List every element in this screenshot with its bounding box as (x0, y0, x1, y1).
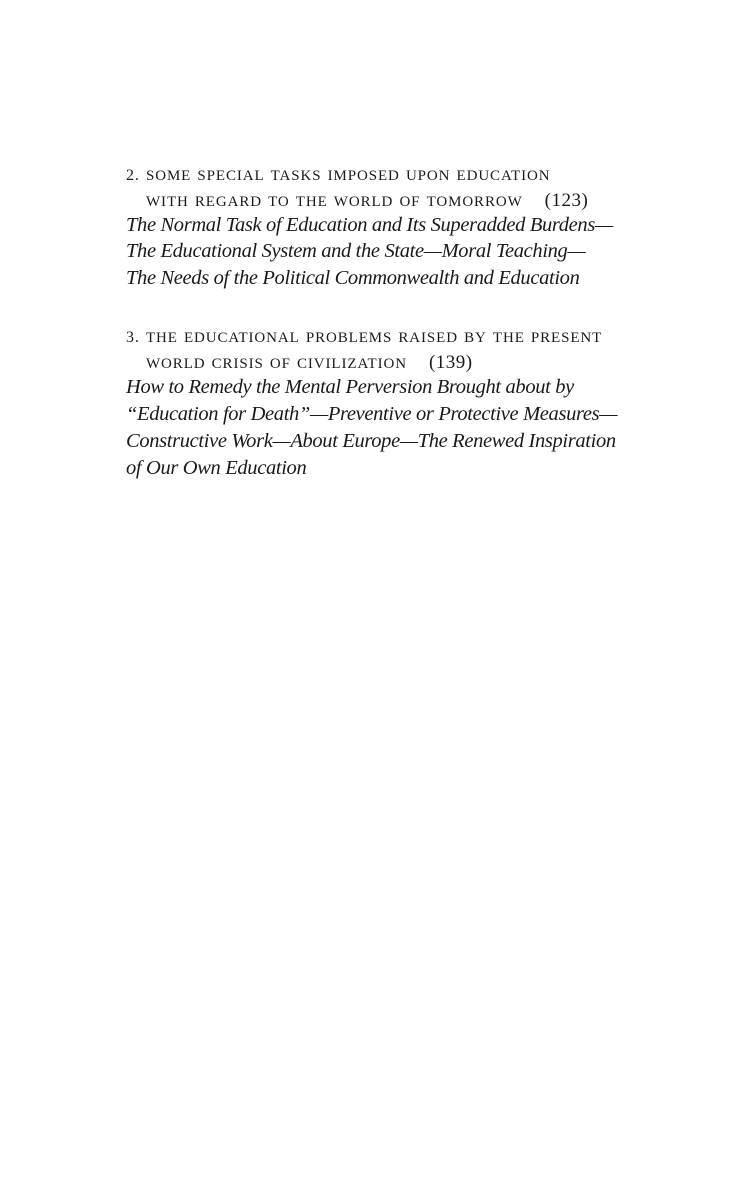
entry-description-line: The Needs of the Political Commonwealth and Education (126, 267, 580, 289)
page-reference: (123) (544, 190, 589, 211)
entry-heading-text: the educational problems raised by the present (145, 323, 603, 347)
entry-number: 3. (126, 329, 140, 346)
entry-description-line: of Our Own Education (126, 457, 307, 479)
entry-description-line: The Normal Task of Education and Its Superadded Burdens— (126, 214, 613, 236)
entry-description-line: The Educational System and the State—Moral Teaching— (126, 240, 586, 262)
entry-description-line: “Education for Death”—Preventive or Protective Measures— (126, 403, 618, 425)
entry-number: 2. (126, 167, 140, 184)
entry-heading-text: with regard to the world of tomorrow (146, 187, 523, 211)
entry-description-line: How to Remedy the Mental Perversion Brought about by (126, 376, 574, 398)
entry-heading-line-1 (126, 322, 602, 351)
entry-heading-line-2 (146, 348, 473, 376)
entry-heading-text: world crisis of civilization (146, 349, 407, 373)
entry-description-line: Constructive Work—About Europe—The Renewed Inspiration (126, 430, 616, 452)
entry-heading-line-1 (126, 160, 550, 189)
entry-heading-line-2 (146, 186, 588, 214)
page-reference: (139) (428, 352, 473, 373)
entry-heading-text: some special tasks imposed upon education (145, 161, 551, 185)
